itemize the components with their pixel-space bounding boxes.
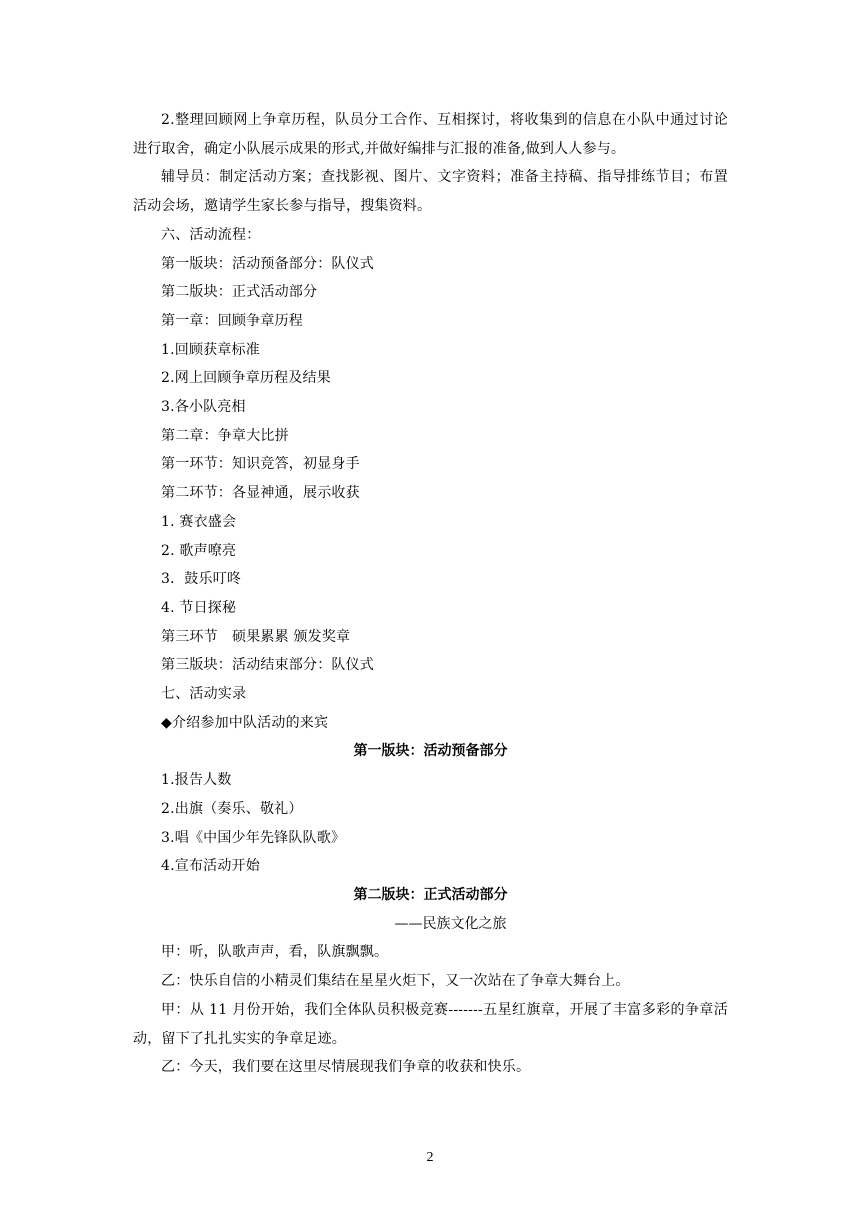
paragraph: 第二版块：正式活动部分 xyxy=(161,284,318,301)
paragraph: 4. 节日探秘 xyxy=(161,599,237,616)
paragraph: 1.报告人数 xyxy=(161,772,232,789)
paragraph: 甲：从 11 月份开始，我们全体队员积极竞赛-------五星红旗章，开展了丰富多彩的争章活动，留下了扎扎实实的争章足迹。 xyxy=(133,1001,728,1047)
paragraph: 第一章：回顾争章历程 xyxy=(161,312,303,329)
paragraph: 2.出旗（奏乐、敬礼） xyxy=(161,800,303,817)
paragraph: 六、活动流程： xyxy=(161,226,261,243)
paragraph: 乙：快乐自信的小精灵们集结在星星火炬下，又一次站在了争章大舞台上。 xyxy=(161,973,630,990)
paragraph: 3.各小队亮相 xyxy=(161,399,246,416)
paragraph: 第一环节：知识竞答，初显身手 xyxy=(161,456,360,473)
section-heading: 第一版块：活动预备部分 xyxy=(353,743,508,760)
paragraph: 3．鼓乐叮咚 xyxy=(161,571,242,588)
paragraph: 第二环节：各显神通，展示收获 xyxy=(161,485,360,502)
paragraph: 2.网上回顾争章历程及结果 xyxy=(161,370,331,387)
paragraph: 4.宣布活动开始 xyxy=(161,858,260,875)
paragraph: 乙：今天，我们要在这里尽情展现我们争章的收获和快乐。 xyxy=(161,1059,531,1076)
paragraph: 2.整理回顾网上争章历程，队员分工合作、互相探讨，将收集到的信息在小队中通过讨论进行取舍，确定小队展示成果的形式,并做好编排与汇报的准备,做到人人参与。 xyxy=(133,112,728,157)
paragraph: 3.唱《中国少年先锋队队歌》 xyxy=(161,829,346,846)
paragraph: 1. 赛衣盛会 xyxy=(161,513,237,530)
paragraph: ◆介绍参加中队活动的来宾 xyxy=(161,714,329,731)
section-heading: 第二版块：正式活动部分 xyxy=(353,886,508,903)
paragraph: 第一版块：活动预备部分：队仪式 xyxy=(161,255,374,272)
paragraph: 1.回顾获章标准 xyxy=(161,341,260,358)
paragraph: 2. 歌声嘹亮 xyxy=(161,542,237,559)
section-subtitle: ——民族文化之旅 xyxy=(394,915,507,932)
paragraph: 辅导员：制定活动方案；查找影视、图片、文字资料；准备主持稿、指导排练节目；布置活动会场，邀请学生家长参与指导，搜集资料。 xyxy=(133,169,728,215)
document-body xyxy=(133,106,728,1082)
paragraph: 甲：听，队歌声声，看，队旗飘飘。 xyxy=(161,944,389,961)
paragraph: 第三环节 硕果累累 颁发奖章 xyxy=(161,628,351,645)
paragraph: 七、活动实录 xyxy=(161,686,247,703)
page-number: 2 xyxy=(426,1150,434,1165)
paragraph: 第二章：争章大比拼 xyxy=(161,427,289,444)
paragraph: 第三版块：活动结束部分：队仪式 xyxy=(161,657,374,674)
